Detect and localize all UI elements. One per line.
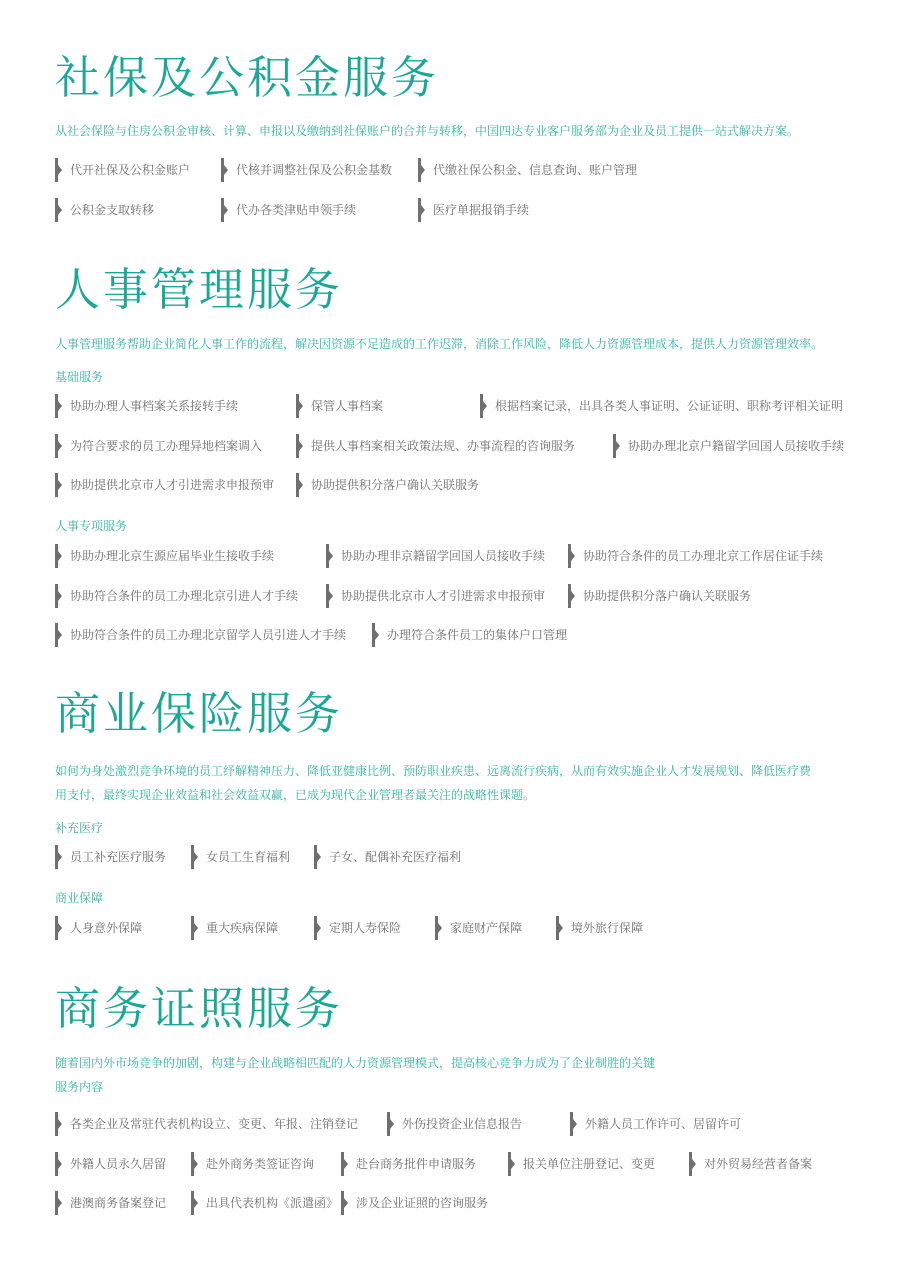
hr-basic-label: 基础服务 <box>55 370 104 384</box>
arrow-marker-icon <box>55 473 59 497</box>
arrow-marker-icon <box>341 1152 345 1176</box>
list-item: 人身意外保障 <box>55 918 142 938</box>
social-section-title: 社保及公积金服务 <box>55 51 440 104</box>
license-section-title: 商务证照服务 <box>55 982 344 1035</box>
list-item: 女员工生育福利 <box>191 847 290 867</box>
list-item: 协助办理非京籍留学回国人员接收手续 <box>326 546 545 566</box>
arrow-marker-icon <box>372 623 376 647</box>
list-item: 对外贸易经营者备案 <box>689 1154 812 1174</box>
list-item: 报关单位注册登记、变更 <box>508 1154 655 1174</box>
arrow-marker-icon <box>296 473 300 497</box>
hr-section-desc: 人事管理服务帮助企业简化人事工作的流程，解决因资源不足造成的工作迟滞，消除工作风险，降低人力资源管理成本，提供人力资源管理效率。 <box>55 337 824 351</box>
arrow-marker-icon <box>613 434 617 458</box>
arrow-marker-icon <box>55 1191 59 1215</box>
arrow-marker-icon <box>556 916 560 940</box>
arrow-marker-icon <box>55 1152 59 1176</box>
list-item: 协助提供北京市人才引进需求申报预审 <box>55 475 274 495</box>
list-item: 协助提供积分落户确认关联服务 <box>568 586 751 606</box>
list-item: 协助办理北京生源应届毕业生接收手续 <box>55 546 274 566</box>
insurance-medical-label: 补充医疗 <box>55 821 104 835</box>
list-item: 提供人事档案相关政策法规、办事流程的咨询服务 <box>296 436 575 456</box>
list-item: 各类企业及常驻代表机构设立、变更、年报、注销登记 <box>55 1114 358 1134</box>
arrow-marker-icon <box>314 916 318 940</box>
list-item: 代办各类津贴申领手续 <box>221 200 356 220</box>
arrow-marker-icon <box>326 584 330 608</box>
list-item: 协助办理人事档案关系接转手续 <box>55 396 238 416</box>
arrow-marker-icon <box>387 1112 391 1136</box>
list-item: 子女、配偶补充医疗福利 <box>314 847 461 867</box>
insurance-commercial-label: 商业保障 <box>55 891 104 905</box>
hr-special-label: 人事专项服务 <box>55 519 128 533</box>
arrow-marker-icon <box>221 198 225 222</box>
list-item: 协助提供积分落户确认关联服务 <box>296 475 479 495</box>
list-item: 公积金支取转移 <box>55 200 154 220</box>
arrow-marker-icon <box>435 916 439 940</box>
arrow-marker-icon <box>568 544 572 568</box>
list-item: 代核并调整社保及公积金基数 <box>221 160 392 180</box>
social-section-desc: 从社会保险与住房公积金审核、计算、申报以及缴纳到社保账户的合并与转移，中国四达专业客户服务部为企业及员工提供一站式解决方案。 <box>55 124 800 138</box>
arrow-marker-icon <box>221 158 225 182</box>
arrow-marker-icon <box>191 1191 195 1215</box>
arrow-marker-icon <box>326 544 330 568</box>
list-item: 代缴社保公积金、信息查询、账户管理 <box>418 160 637 180</box>
list-item: 境外旅行保障 <box>556 918 643 938</box>
arrow-marker-icon <box>55 623 59 647</box>
license-content-label: 服务内容 <box>55 1080 104 1094</box>
list-item: 协助符合条件的员工办理北京工作居住证手续 <box>568 546 823 566</box>
arrow-marker-icon <box>418 198 422 222</box>
insurance-section-desc-line1: 如何为身处激烈竞争环境的员工纾解精神压力、降低亚健康比例、预防职业疾患、远离流行疾病，从而有效实施企业人才发展规划、降低医疗费 <box>55 764 812 778</box>
list-item: 家庭财产保障 <box>435 918 522 938</box>
list-item: 保管人事档案 <box>296 396 383 416</box>
arrow-marker-icon <box>55 198 59 222</box>
arrow-marker-icon <box>508 1152 512 1176</box>
list-item: 协助提供北京市人才引进需求申报预审 <box>326 586 545 606</box>
list-item: 港澳商务备案登记 <box>55 1193 166 1213</box>
arrow-marker-icon <box>55 158 59 182</box>
arrow-marker-icon <box>418 158 422 182</box>
arrow-marker-icon <box>568 584 572 608</box>
arrow-marker-icon <box>55 584 59 608</box>
list-item: 赴外商务类签证咨询 <box>191 1154 314 1174</box>
arrow-marker-icon <box>570 1112 574 1136</box>
list-item: 根据档案记录，出具各类人事证明、公证证明、职称考评相关证明 <box>480 396 843 416</box>
list-item: 为符合要求的员工办理异地档案调入 <box>55 436 262 456</box>
arrow-marker-icon <box>341 1191 345 1215</box>
list-item: 员工补充医疗服务 <box>55 847 166 867</box>
list-item: 医疗单据报销手续 <box>418 200 529 220</box>
license-section-desc: 随着国内外市场竞争的加剧，构建与企业战略相匹配的人力资源管理模式，提高核心竞争力成为了企业制胜的关键 <box>55 1056 656 1070</box>
list-item: 定期人寿保险 <box>314 918 401 938</box>
arrow-marker-icon <box>55 434 59 458</box>
insurance-section-desc-line2: 用支付，最终实现企业效益和社会效益双赢，已成为现代企业管理者最关注的战略性课题。 <box>55 788 536 802</box>
arrow-marker-icon <box>55 916 59 940</box>
list-item: 外伤投资企业信息报告 <box>387 1114 522 1134</box>
list-item: 涉及企业证照的咨询服务 <box>341 1193 488 1213</box>
hr-section-title: 人事管理服务 <box>55 263 344 316</box>
arrow-marker-icon <box>689 1152 693 1176</box>
arrow-marker-icon <box>55 1112 59 1136</box>
arrow-marker-icon <box>55 544 59 568</box>
arrow-marker-icon <box>55 845 59 869</box>
insurance-section-title: 商业保险服务 <box>55 687 344 740</box>
arrow-marker-icon <box>55 394 59 418</box>
list-item: 协助办理北京户籍留学回国人员接收手续 <box>613 436 844 456</box>
arrow-marker-icon <box>191 916 195 940</box>
list-item: 出具代表机构《派遣函》 <box>191 1193 338 1213</box>
list-item: 赴台商务批件申请服务 <box>341 1154 476 1174</box>
list-item: 协助符合条件的员工办理北京引进人才手续 <box>55 586 298 606</box>
list-item: 办理符合条件员工的集体户口管理 <box>372 625 567 645</box>
arrow-marker-icon <box>191 845 195 869</box>
arrow-marker-icon <box>191 1152 195 1176</box>
list-item: 代开社保及公积金账户 <box>55 160 190 180</box>
list-item: 外籍人员工作许可、居留许可 <box>570 1114 741 1134</box>
list-item: 协助符合条件的员工办理北京留学人员引进人才手续 <box>55 625 346 645</box>
arrow-marker-icon <box>296 394 300 418</box>
arrow-marker-icon <box>314 845 318 869</box>
arrow-marker-icon <box>480 394 484 418</box>
arrow-marker-icon <box>296 434 300 458</box>
list-item: 重大疾病保障 <box>191 918 278 938</box>
list-item: 外籍人员永久居留 <box>55 1154 166 1174</box>
